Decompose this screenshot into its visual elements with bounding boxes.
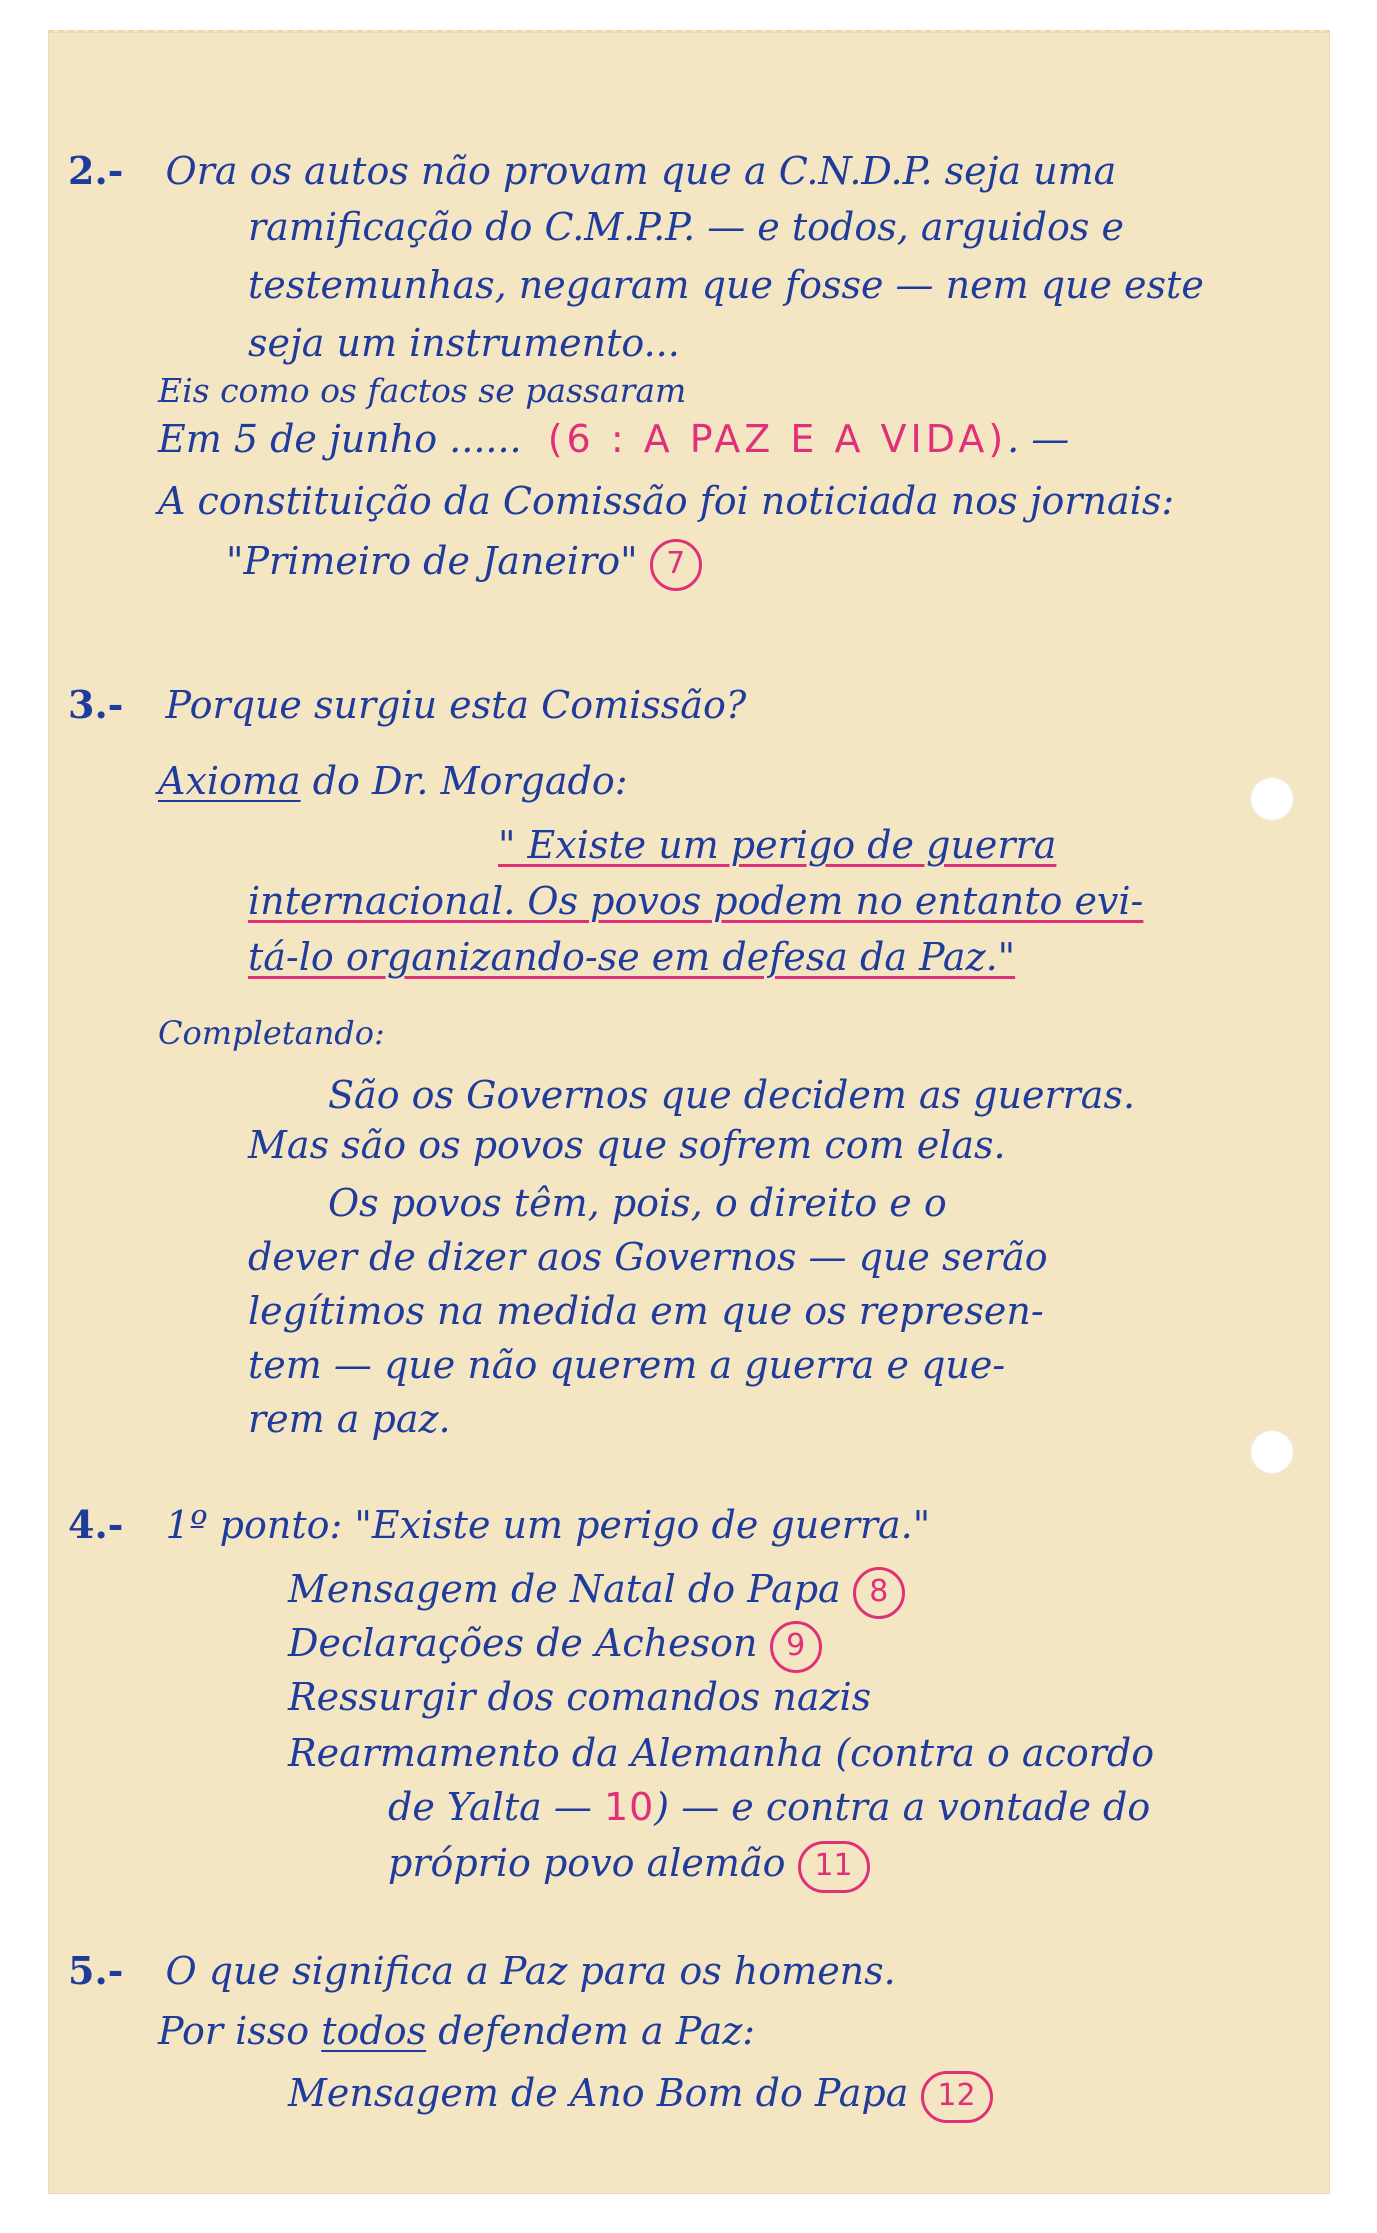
s4-item-6 bbox=[388, 1840, 870, 1893]
s3-quote-1 bbox=[498, 822, 1056, 868]
s5-text-2-underlined: todos bbox=[321, 2009, 427, 2053]
s5-text-2-post: defendem a Paz: bbox=[438, 2009, 756, 2053]
s2-line-2: ramificação do C.M.P.P. — e todos, arguidos e bbox=[248, 205, 1124, 249]
s5-text-2-pre: Por isso bbox=[158, 2009, 310, 2053]
s4-item-3: Ressurgir dos comandos nazis bbox=[288, 1675, 872, 1719]
s3-c6: tem — que não querem a guerra e que- bbox=[248, 1343, 1006, 1387]
s3-c4: dever de dizer aos Governos — que serão bbox=[248, 1235, 1048, 1279]
s2-ref-circle: 7 bbox=[650, 539, 702, 591]
s3-quote-2-text: internacional. Os povos podem no entanto evi- bbox=[248, 879, 1144, 923]
s2-newspaper: "Primeiro de Janeiro" bbox=[226, 539, 638, 583]
s4-item-1 bbox=[288, 1566, 905, 1619]
s3-axiom-rest: do Dr. Morgado: bbox=[312, 759, 628, 803]
s2-dash: . — bbox=[1007, 417, 1070, 461]
s3-quote-1-text: " Existe um perigo de guerra bbox=[498, 823, 1057, 867]
punch-hole-top bbox=[1250, 777, 1294, 821]
s5-text-3: Mensagem de Ano Bom do Papa bbox=[288, 2071, 909, 2115]
s3-c3: Os povos têm, pois, o direito e o bbox=[328, 1181, 947, 1225]
s4-item-2-ref: 9 bbox=[770, 1621, 822, 1673]
s3-line-1 bbox=[68, 682, 746, 728]
s2-line-4: seja um instrumento... bbox=[248, 321, 680, 365]
s4-item-5-post: ) — e contra a vontade do bbox=[654, 1785, 1151, 1829]
s2-red-citation: (6 : A PAZ E A VIDA) bbox=[547, 417, 1008, 461]
s4-number: 4.- bbox=[68, 1502, 124, 1547]
s3-axiom-label: Axioma bbox=[158, 759, 301, 803]
s3-number: 3.- bbox=[68, 682, 124, 727]
s3-quote-3 bbox=[248, 934, 1015, 980]
s4-item-1-ref: 8 bbox=[853, 1567, 905, 1619]
s5-line-2 bbox=[158, 2008, 755, 2054]
s2-line-8 bbox=[226, 538, 702, 591]
s3-question: Porque surgiu esta Comissão? bbox=[165, 683, 747, 727]
s3-quote-2 bbox=[248, 878, 1143, 924]
punch-hole-bottom bbox=[1250, 1430, 1294, 1474]
s3-c2: Mas são os povos que sofrem com elas. bbox=[248, 1123, 1006, 1167]
document-page bbox=[48, 30, 1330, 2194]
s3-quote-3-text: tá-lo organizando-se em defesa da Paz." bbox=[248, 935, 1016, 979]
s4-item-5-pre: de Yalta — bbox=[388, 1785, 592, 1829]
s2-line-5: Eis como os factos se passaram bbox=[158, 371, 687, 410]
s4-item-6-ref: 11 bbox=[798, 1841, 870, 1893]
s4-line-1 bbox=[68, 1502, 930, 1548]
s4-point: 1º ponto: "Existe um perigo de guerra." bbox=[165, 1503, 931, 1547]
s2-date-text: Em 5 de junho ...... bbox=[158, 417, 522, 461]
s2-line-1 bbox=[68, 148, 1116, 194]
s4-item-1-text: Mensagem de Natal do Papa bbox=[288, 1567, 841, 1611]
s4-item-5 bbox=[388, 1784, 1150, 1830]
s5-text-1: O que significa a Paz para os homens. bbox=[165, 1949, 896, 1993]
s2-line-6 bbox=[158, 416, 1069, 462]
s2-line-7: A constituição da Comissão foi noticiada nos jornais: bbox=[158, 479, 1175, 523]
s5-number: 5.- bbox=[68, 1948, 124, 1993]
s4-item-6-text: próprio povo alemão bbox=[388, 1841, 786, 1885]
s3-c5: legítimos na medida em que os represen- bbox=[248, 1289, 1044, 1333]
s2-line-3: testemunhas, negaram que fosse — nem que este bbox=[248, 263, 1204, 307]
s5-ref: 12 bbox=[921, 2071, 993, 2123]
s4-item-2 bbox=[288, 1620, 822, 1673]
s3-completing: Completando: bbox=[158, 1014, 385, 1052]
s4-item-5-red: 10 bbox=[603, 1785, 655, 1829]
s4-item-4: Rearmamento da Alemanha (contra o acordo bbox=[288, 1731, 1155, 1775]
s2-number: 2.- bbox=[68, 148, 124, 193]
s3-c7: rem a paz. bbox=[248, 1397, 451, 1441]
s5-line-1 bbox=[68, 1948, 896, 1994]
s5-line-3 bbox=[288, 2070, 993, 2123]
s3-axiom-line bbox=[158, 758, 628, 804]
s4-item-2-text: Declarações de Acheson bbox=[288, 1621, 758, 1665]
s3-c1: São os Governos que decidem as guerras. bbox=[328, 1073, 1136, 1117]
s2-text-1: Ora os autos não provam que a C.N.D.P. seja uma bbox=[165, 149, 1117, 193]
